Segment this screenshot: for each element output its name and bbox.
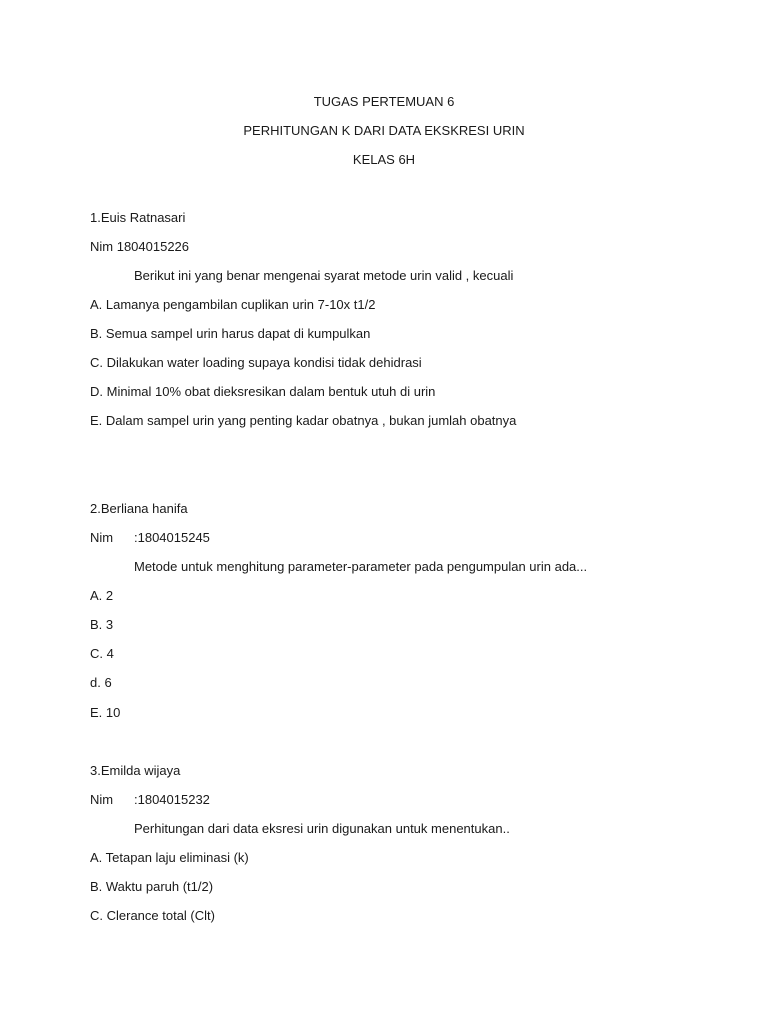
q3-option-b: B. Waktu paruh (t1/2) [90,879,214,894]
q2-option-c: C. 4 [90,646,114,661]
q2-question: Metode untuk menghitung parameter-parameter pada pengumpulan urin ada... [134,559,588,574]
q3-author: 3.Emilda wijaya [90,763,181,778]
q1-option-b: B. Semua sampel urin harus dapat di kumpulkan [90,326,371,341]
q1-nim: Nim 1804015226 [90,239,190,254]
q2-nim-value: :1804015245 [134,530,210,545]
q1-option-c: C. Dilakukan water loading supaya kondisi tidak dehidrasi [90,355,422,370]
q2-option-d: d. 6 [90,675,112,690]
q1-question: Berikut ini yang benar mengenai syarat metode urin valid , kecuali [134,268,514,283]
q3-option-a: A. Tetapan laju eliminasi (k) [90,850,249,865]
q1-option-e: E. Dalam sampel urin yang penting kadar obatnya , bukan jumlah obatnya [90,413,517,428]
q1-option-a: A. Lamanya pengambilan cuplikan urin 7-10x t1/2 [90,297,376,312]
q3-nim-label: Nim [90,792,114,807]
document-title: TUGAS PERTEMUAN 6 [313,94,455,109]
document-subtitle: PERHITUNGAN K DARI DATA EKSKRESI URIN [243,123,525,138]
q1-option-d: D. Minimal 10% obat dieksresikan dalam bentuk utuh di urin [90,384,436,399]
q3-option-c: C. Clerance total (Clt) [90,908,215,923]
q3-nim-value: :1804015232 [134,792,210,807]
q3-question: Perhitungan dari data eksresi urin digunakan untuk menentukan.. [134,821,510,836]
q2-nim-label: Nim [90,530,114,545]
q2-option-e: E. 10 [90,705,121,720]
q2-option-b: B. 3 [90,617,114,632]
q2-author: 2.Berliana hanifa [90,501,188,516]
q1-author: 1.Euis Ratnasari [90,210,186,225]
q2-option-a: A. 2 [90,588,114,603]
class-label: KELAS 6H [352,152,416,167]
